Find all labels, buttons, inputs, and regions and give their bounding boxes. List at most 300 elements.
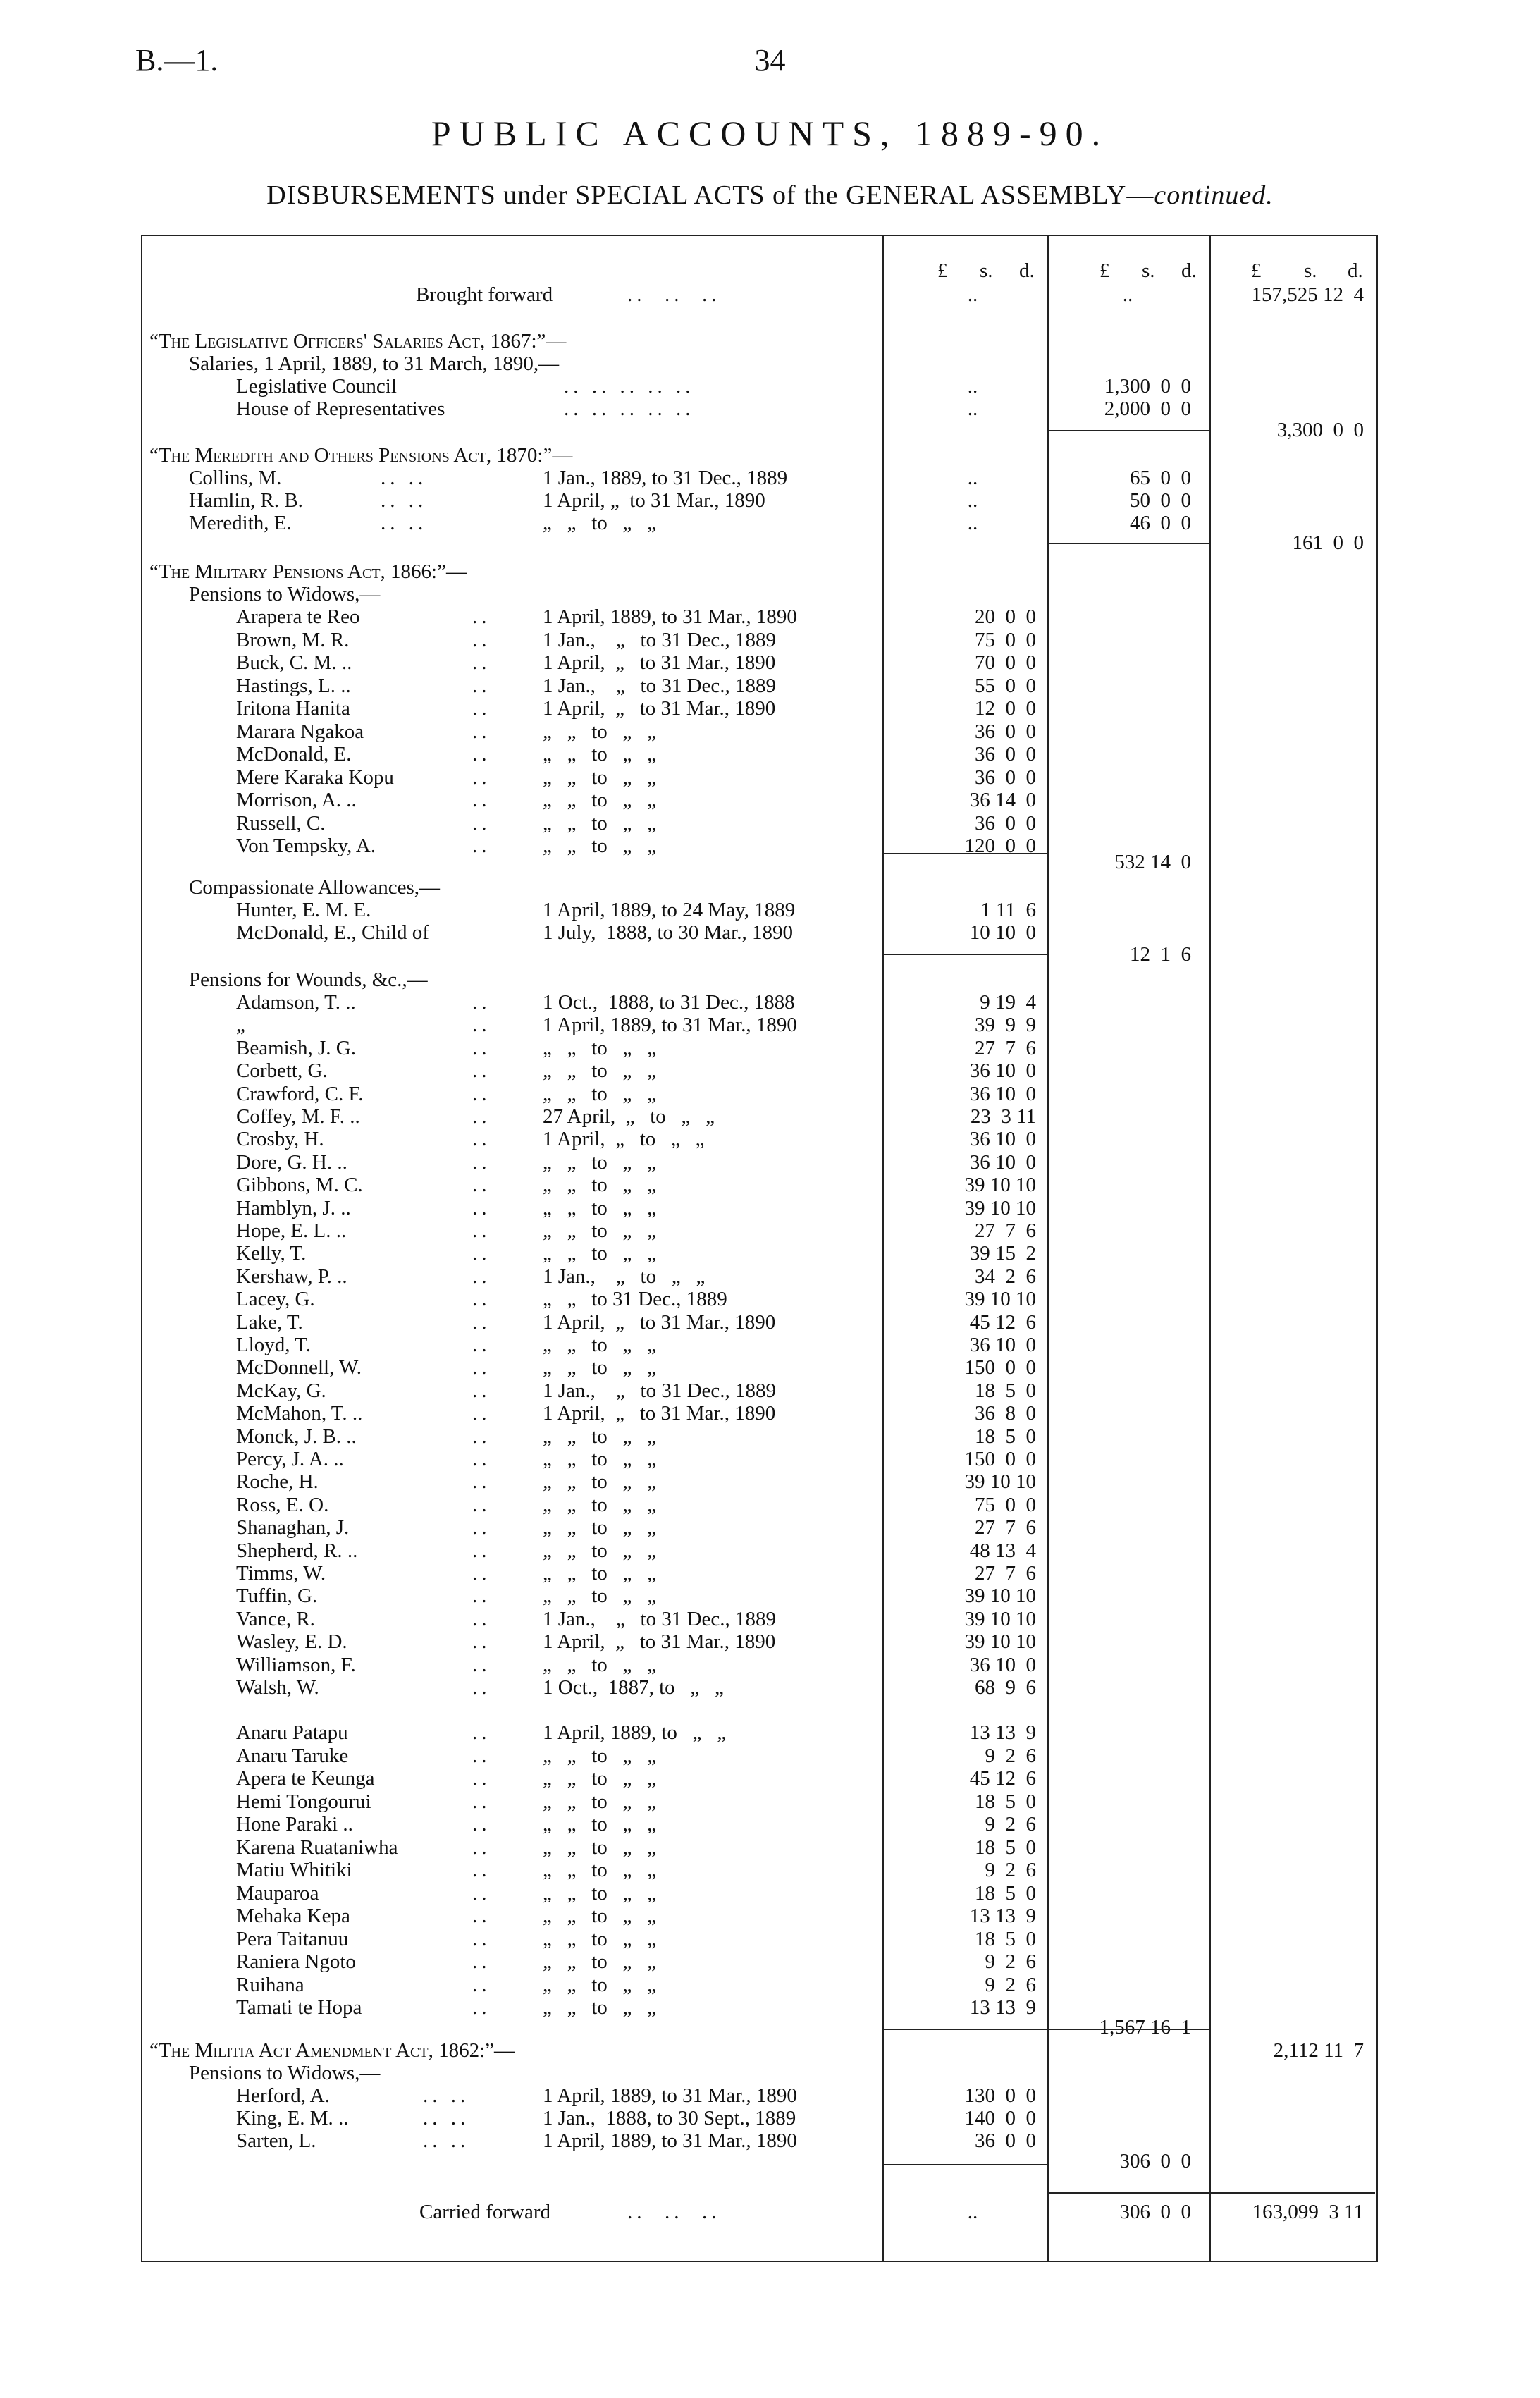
amount-column-1: 36 10 0 [969,1128,1036,1151]
amount-column-1: 150 0 0 [964,1448,1036,1470]
pension-period: 1 April, 1889, to 31 Mar., 1890 [543,1014,797,1037]
payee-name: Sarten, L. [236,2129,316,2152]
leader-dots: .. [472,1105,491,1128]
amount-column-1: 39 10 10 [964,1585,1036,1608]
act3-comp-total: 12 1 6 [1130,943,1191,966]
payee-name: „ [236,1014,245,1037]
account-row [0,1059,1540,1082]
payee-name: Hastings, L. .. [236,674,351,697]
leader-dots: .. [472,835,491,857]
amount-column-1: 48 13 4 [969,1539,1036,1562]
carried-forward-c2: 306 0 0 [1119,2201,1191,2223]
account-row [0,1265,1540,1288]
unit-pounds: £ [1251,259,1262,282]
amount-column-1: 18 5 0 [975,1790,1036,1813]
brought-forward-c1: .. [967,283,978,306]
amount-column-1: 39 10 10 [964,1630,1036,1654]
leader-dots: .. [472,1676,491,1699]
leader-dots: .. [472,1607,491,1630]
leader-dots: .. [472,1334,491,1356]
pension-period: 1 Oct., 1887, to „ „ [543,1676,724,1699]
amount-column-1: .. [967,512,978,534]
amount-column-1: 36 8 0 [975,1402,1036,1425]
amount-column-1: 39 10 10 [964,1196,1036,1219]
leader-dots: .. [472,651,491,674]
amount-column-1: 36 10 0 [969,1150,1036,1174]
account-row [0,1721,1540,1744]
act-heading [0,560,1540,583]
payee-name: Beamish, J. G. [236,1036,356,1059]
brought-forward-c3: 157,525 12 4 [1251,283,1364,306]
amount-column-1: 18 5 0 [975,1836,1036,1859]
payee-name: Wasley, E. D. [236,1630,347,1654]
payee-name: Mehaka Kepa [236,1905,350,1927]
amount-column-1: 36 10 0 [969,1653,1036,1676]
leader-dots: .. .. .. .. .. [564,398,695,420]
account-row [0,1928,1540,1950]
payee-name: Anaru Taruke [236,1744,349,1767]
leader-dots: .. [472,674,491,697]
account-row [0,1288,1540,1310]
payee-name: McDonald, E., Child of [236,921,429,944]
payee-name: Crosby, H. [236,1128,324,1151]
leader-dots: .. .. .. .. .. [564,375,695,398]
leader-dots: .. .. .. [627,283,721,306]
act3-comp-label-row [0,876,1540,899]
leader-dots: .. [472,811,491,835]
pension-period: „ „ to „ „ [543,1927,657,1950]
account-row [0,812,1540,835]
payee-name: Buck, C. M. .. [236,651,352,674]
amount-column-1: 18 5 0 [975,1379,1036,1402]
act3-total: 2,112 11 7 [1273,2039,1364,2062]
account-row [0,2084,1540,2107]
payee-name: Gibbons, M. C. [236,1174,363,1197]
unit-shillings: s. [1142,259,1155,282]
pension-period: 1 Jan., 1888, to 30 Sept., 1889 [543,2107,796,2129]
leader-dots: .. [472,1493,491,1516]
act1-subheading-row [0,352,1540,375]
leader-dots: .. [472,1653,491,1676]
pension-period: „ „ to „ „ [543,1562,657,1585]
account-row [0,1676,1540,1699]
amount-column-1: 39 10 10 [964,1174,1036,1197]
carried-forward-row [0,2201,1540,2223]
account-row [0,720,1540,743]
pension-period: „ „ to „ „ [543,1744,657,1767]
leader-dots: .. [472,605,491,628]
amount-column-1: 55 0 0 [975,674,1036,697]
amount-column-1: 9 2 6 [985,1744,1036,1767]
act1-total-row [0,419,1540,441]
payee-name: Herford, A. [236,2084,330,2107]
leader-dots: .. [472,1950,491,1973]
payee-name: Arapera te Reo [236,605,360,628]
account-row [0,1813,1540,1836]
account-row [0,1219,1540,1242]
act2-heading: “The Meredith and Others Pensions Act, 1870:”— [149,444,573,467]
payee-name: Percy, J. A. .. [236,1448,344,1470]
act4-total-row [0,2150,1540,2172]
amount-column-1: 9 2 6 [985,1813,1036,1836]
payee-name: Brown, M. R. [236,628,350,651]
pension-period: „ „ to „ „ [543,743,657,765]
account-row [0,467,1540,489]
pension-period: „ „ to „ „ [543,1905,657,1927]
amount-column-1: 27 7 6 [975,1516,1036,1539]
leader-dots: .. [472,765,491,789]
total-rule [1047,2192,1375,2194]
payee-name: Lake, T. [236,1310,303,1334]
payee-name: Tuffin, G. [236,1585,318,1608]
page-subtitle [0,180,1540,211]
leader-dots: .. [472,789,491,811]
pension-period: „ „ to „ „ [543,1219,657,1242]
payee-name: Coffey, M. F. .. [236,1105,360,1128]
payee-name: Mere Karaka Kopu [236,765,394,789]
account-row [0,1083,1540,1105]
leader-dots: .. [472,1242,491,1265]
account-row [0,1790,1540,1813]
payee-name: Collins, M. [189,467,282,489]
leader-dots: .. [472,1310,491,1334]
subtitle-continued: continued. [1154,180,1274,210]
pension-period: 1 April, 1889, to „ „ [543,1721,727,1744]
amount-column-1: 39 10 10 [964,1607,1036,1630]
payee-name: Shanaghan, J. [236,1516,350,1539]
carried-forward-c1: .. [967,2201,978,2223]
pension-period: 1 Jan., „ to 31 Dec., 1889 [543,1379,777,1402]
payee-name: Von Tempsky, A. [236,835,376,857]
pension-period: „ „ to „ „ [543,789,657,811]
leader-dots: .. [472,1288,491,1311]
act1-heading: “The Legislative Officers' Salaries Act, 1867:”— [149,330,567,352]
account-row [0,1767,1540,1790]
amount-column-1: 27 7 6 [975,1219,1036,1242]
pension-period: 1 July, 1888, to 30 Mar., 1890 [543,921,793,944]
payee-name: Russell, C. [236,811,326,835]
payee-name: King, E. M. .. [236,2107,349,2129]
leader-dots: .. [472,1905,491,1927]
account-row [0,1448,1540,1470]
pension-period: „ „ to „ „ [543,1334,657,1356]
account-row [0,2107,1540,2129]
leader-dots: .. [472,1996,491,2019]
account-row [0,1950,1540,1973]
leader-dots: .. [472,1448,491,1470]
act4-widows-label-row [0,2062,1540,2084]
leader-dots: .. [472,743,491,765]
account-row [0,1905,1540,1927]
amount-column-1: 9 19 4 [980,991,1036,1014]
pension-period: „ „ to „ „ [543,1425,657,1448]
account-row [0,1014,1540,1036]
payee-name: Hone Paraki .. [236,1813,353,1836]
leader-dots: .. [472,1744,491,1767]
payee-name: Crawford, C. F. [236,1082,364,1105]
pension-period: „ „ to „ „ [543,512,657,534]
payee-name: Matiu Whitiki [236,1859,352,1881]
account-row [0,1242,1540,1265]
payee-name: Adamson, T. .. [236,991,356,1014]
pension-period: „ „ to „ „ [543,1585,657,1608]
payee-name: Timms, W. [236,1562,326,1585]
act3-widows-label-row [0,583,1540,605]
leader-dots: .. [472,1630,491,1654]
unit-pounds: £ [937,259,948,282]
pension-period: 1 Jan., „ to 31 Dec., 1889 [543,628,777,651]
pension-period: „ „ to „ „ [543,1174,657,1197]
payee-name: Hope, E. L. .. [236,1219,347,1242]
account-row [0,605,1540,628]
leader-dots: .. [472,697,491,720]
amount-column-1: 150 0 0 [964,1356,1036,1379]
account-row [0,1334,1540,1356]
leader-dots: .. [472,1927,491,1950]
amount-column-1: 36 0 0 [975,765,1036,789]
leader-dots: .. [472,1859,491,1881]
brought-forward-row [0,283,1540,306]
leader-dots: .. [472,1516,491,1539]
amount-column-1: 18 5 0 [975,1425,1036,1448]
leader-dots: .. [472,1174,491,1197]
amount-column-2: 50 0 0 [1130,489,1191,512]
leader-dots: .. [472,1881,491,1905]
act-heading [0,330,1540,352]
act-heading [0,444,1540,467]
leader-dots: .. [472,628,491,651]
pension-period: „ „ to „ „ [543,1059,657,1083]
pension-period: 27 April, „ to „ „ [543,1105,715,1128]
account-row [0,743,1540,765]
pension-period: „ „ to „ „ [543,1196,657,1219]
leader-dots: .. [472,1082,491,1105]
leader-dots: .. [472,1767,491,1790]
account-row [0,1402,1540,1425]
account-row [0,1516,1540,1539]
pension-period: „ „ to „ „ [543,1653,657,1676]
payee-name: Ruihana [236,1973,304,1996]
leader-dots: .. .. [381,512,428,534]
amount-column-1: 36 10 0 [969,1082,1036,1105]
payee-name: McMahon, T. .. [236,1402,363,1425]
amount-column-2: 2,000 0 0 [1104,398,1191,420]
pension-period: 1 Oct., 1888, to 31 Dec., 1888 [543,991,795,1014]
payee-name: Lacey, G. [236,1288,315,1311]
pension-period: „ „ to „ „ [543,765,657,789]
account-row [0,1379,1540,1402]
pension-period: 1 April, 1889, to 24 May, 1889 [543,899,796,921]
amount-column-1: 45 12 6 [969,1310,1036,1334]
payee-name: House of Representatives [236,398,445,420]
pension-period: „ „ to „ „ [543,1150,657,1174]
leader-dots: .. [472,1219,491,1242]
act4-total: 306 0 0 [1119,2150,1191,2172]
payee-name: Hemi Tongourui [236,1790,371,1813]
pension-period: 1 Jan., „ to 31 Dec., 1889 [543,1607,777,1630]
account-row [0,1654,1540,1676]
act3-heading: “The Military Pensions Act, 1866:”— [149,560,467,583]
pension-period: „ „ to „ „ [543,1493,657,1516]
payee-name: Corbett, G. [236,1059,328,1083]
account-row [0,629,1540,651]
act3-comp-total-row [0,943,1540,966]
account-row [0,1562,1540,1585]
pension-period: „ „ to „ „ [543,1859,657,1881]
amount-column-1: 120 0 0 [964,835,1036,857]
unit-pence: d. [1181,259,1197,282]
act3-widows-total-row [0,851,1540,873]
account-row [0,1128,1540,1150]
amount-column-1: 13 13 9 [969,1721,1036,1744]
amount-column-1: 9 2 6 [985,1950,1036,1973]
amount-column-1: 13 13 9 [969,1996,1036,2019]
leader-dots: .. [472,1813,491,1836]
payee-name: Morrison, A. .. [236,789,357,811]
pension-period: „ „ to „ „ [543,1813,657,1836]
account-row [0,1745,1540,1767]
act3-widows-label: Pensions to Widows,— [189,583,381,605]
amount-column-1: 39 9 9 [975,1014,1036,1037]
account-row [0,1836,1540,1859]
payee-name: Hamblyn, J. .. [236,1196,351,1219]
amount-column-1: .. [967,375,978,398]
leader-dots: .. [472,720,491,743]
leader-dots: .. [472,1036,491,1059]
pension-period: 1 April, „ to 31 Mar., 1890 [543,697,776,720]
subtotal-rule [1047,2029,1209,2030]
leader-dots: .. [472,1150,491,1174]
pension-period: 1 Jan., „ to „ „ [543,1265,706,1288]
payee-name: Legislative Council [236,375,397,398]
payee-name: Hunter, E. M. E. [236,899,371,921]
account-row [0,1630,1540,1653]
leader-dots: .. [472,991,491,1014]
pension-period: „ „ to „ „ [543,1539,657,1562]
pension-period: „ „ to „ „ [543,1767,657,1790]
pension-period: „ „ to „ „ [543,1242,657,1265]
pension-period: 1 April, 1889, to 31 Mar., 1890 [543,605,797,628]
leader-dots: .. [472,1014,491,1037]
payee-name: Apera te Keunga [236,1767,375,1790]
page-number: 34 [754,43,786,78]
account-row [0,899,1540,921]
act3-wounds-label: Pensions for Wounds, &c.,— [189,969,428,991]
amount-column-2: 46 0 0 [1130,512,1191,534]
subtitle-main: DISBURSEMENTS under SPECIAL ACTS of the GENERAL ASSEMBLY— [266,180,1154,210]
leader-dots: .. .. .. [627,2201,721,2223]
pension-period: „ „ to „ „ [543,1950,657,1973]
amount-column-2: 1,300 0 0 [1104,375,1191,398]
payee-name: Meredith, E. [189,512,292,534]
leader-dots: .. [472,1721,491,1744]
pension-period: „ „ to „ „ [543,1082,657,1105]
amount-column-1: 45 12 6 [969,1767,1036,1790]
account-row [0,1037,1540,1059]
amount-column-1: 20 0 0 [975,605,1036,628]
carried-forward-c3: 163,099 3 11 [1252,2201,1364,2223]
leader-dots: .. [472,1836,491,1859]
pension-period: 1 April, „ to 31 Mar., 1890 [543,1402,776,1425]
amount-column-1: 27 7 6 [975,1036,1036,1059]
pension-period: „ „ to „ „ [543,835,657,857]
pension-period: 1 April, „ to „ „ [543,1128,705,1151]
pension-period: „ „ to „ „ [543,1356,657,1379]
leader-dots: .. [472,1196,491,1219]
account-row [0,1974,1540,1996]
payee-name: Mauparoa [236,1881,319,1905]
payee-name: Kelly, T. [236,1242,307,1265]
payee-name: Shepherd, R. .. [236,1539,358,1562]
leader-dots: .. [472,1539,491,1562]
payee-name: Pera Taitanuu [236,1927,349,1950]
amount-column-1: 36 0 0 [975,811,1036,835]
account-row [0,1585,1540,1607]
pension-period: „ „ to „ „ [543,1516,657,1539]
account-row [0,1859,1540,1881]
account-row [0,1494,1540,1516]
payee-name: Monck, J. B. .. [236,1425,357,1448]
leader-dots: .. [472,1379,491,1402]
amount-column-1: 12 0 0 [975,697,1036,720]
account-row [0,2129,1540,2152]
account-row [0,697,1540,720]
amount-column-1: 36 14 0 [969,789,1036,811]
unit-shillings: s. [1304,259,1317,282]
amount-column-1: 36 10 0 [969,1334,1036,1356]
amount-column-1: 18 5 0 [975,1881,1036,1905]
payee-name: Williamson, F. [236,1653,356,1676]
leader-dots: .. [472,1265,491,1288]
pension-period: „ „ to „ „ [543,1036,657,1059]
amount-column-1: 18 5 0 [975,1927,1036,1950]
payee-name: McDonnell, W. [236,1356,362,1379]
pension-period: 1 Jan., „ to 31 Dec., 1889 [543,674,777,697]
account-row [0,1470,1540,1493]
pension-period: 1 April, 1889, to 31 Mar., 1890 [543,2129,797,2152]
amount-column-1: 27 7 6 [975,1562,1036,1585]
account-row [0,398,1540,420]
amount-column-1: 36 0 0 [975,2129,1036,2152]
account-row [0,766,1540,789]
amount-column-1: 1 11 6 [980,899,1036,921]
pension-period: „ „ to 31 Dec., 1889 [543,1288,727,1311]
payee-name: Raniera Ngoto [236,1950,356,1973]
act4-widows-label: Pensions to Widows,— [189,2062,381,2084]
payee-name: Walsh, W. [236,1676,319,1699]
leader-dots: .. [472,1425,491,1448]
payee-name: Roche, H. [236,1470,319,1494]
unit-pounds: £ [1099,259,1110,282]
pension-period: 1 April, 1889, to 31 Mar., 1890 [543,2084,797,2107]
act3-wounds-total: 1,567 16 1 [1099,2016,1191,2039]
payee-name: McDonald, E. [236,743,352,765]
account-row [0,991,1540,1014]
account-row [0,1539,1540,1562]
leader-dots: .. [472,1402,491,1425]
pension-period: 1 April, „ to 31 Mar., 1890 [543,651,776,674]
payee-name: Anaru Patapu [236,1721,348,1744]
amount-column-1: 70 0 0 [975,651,1036,674]
pension-period: 1 April, „ to 31 Mar., 1890 [543,1630,776,1654]
leader-dots: .. .. [423,2129,470,2152]
pension-period: „ „ to „ „ [543,1448,657,1470]
amount-column-1: 23 3 11 [970,1105,1036,1128]
amount-column-1: 36 10 0 [969,1059,1036,1083]
act4-heading: “The Militia Act Amendment Act, 1862:”— [149,2039,515,2062]
act3-comp-label: Compassionate Allowances,— [189,876,441,899]
amount-column-1: 39 15 2 [969,1242,1036,1265]
